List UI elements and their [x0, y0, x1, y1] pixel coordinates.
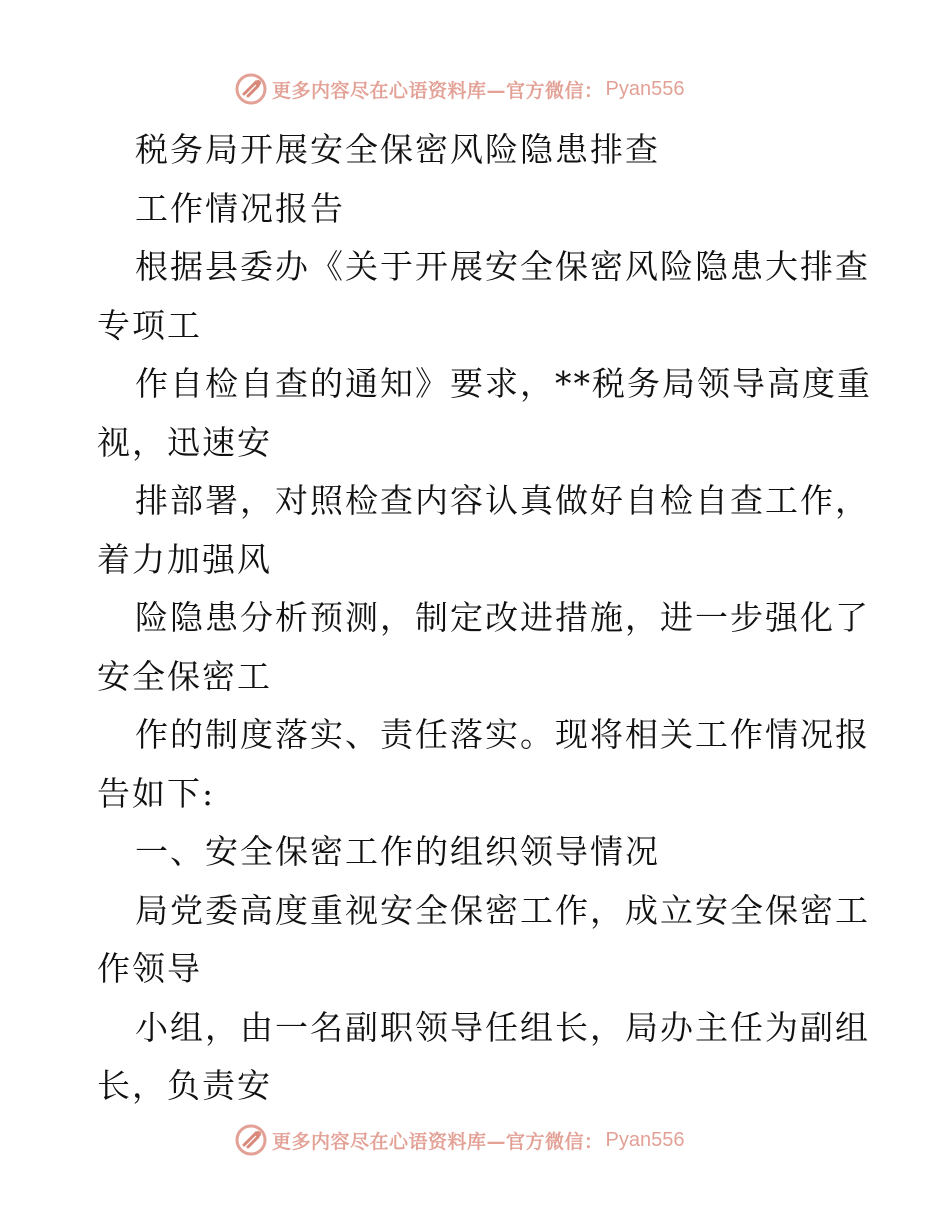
text-line: 作自检自查的通知》要求，**税务局领导高度重 [135, 364, 872, 403]
text-line: 排部署，对照检查内容认真做好自检自查工作， [135, 481, 870, 520]
text-line: 作领导 [97, 949, 202, 988]
text-line: 长，负责安 [97, 1066, 272, 1105]
document-body [97, 121, 872, 1116]
text-line: 安全保密工 [97, 656, 272, 696]
footer-banner [234, 1122, 684, 1158]
text-line: 告如下: [97, 773, 216, 813]
banner-text: 更多内容尽在心语资料库—官方微信： [272, 1130, 604, 1153]
text-line: 视，迅速安 [97, 422, 272, 462]
text-line: 根据县委办《关于开展安全保密风险隐患大排查 [135, 247, 870, 286]
text-line: 作的制度落实、责任落实。现将相关工作情况报 [135, 715, 870, 754]
scroll-logo-icon [234, 72, 268, 106]
text-line: 专项工 [97, 305, 202, 345]
banner-wechat-id: Pyan556 [605, 77, 685, 100]
text-line: 一、安全保密工作的组织领导情况 [135, 832, 660, 871]
text-line: 小组，由一名副职领导任组长，局办主任为副组 [135, 1007, 870, 1047]
scroll-logo-icon [234, 1123, 268, 1157]
header-banner [234, 71, 684, 107]
text-line: 险隐患分析预测，制定改进措施，进一步强化了 [135, 598, 870, 637]
banner-wechat-id: Pyan556 [605, 1128, 685, 1151]
text-line: 工作情况报告 [135, 188, 345, 228]
text-line: 税务局开展安全保密风险隐患排查 [135, 130, 660, 169]
text-line: 着力加强风 [97, 539, 272, 579]
banner-text: 更多内容尽在心语资料库—官方微信： [272, 79, 604, 102]
text-line: 局党委高度重视安全保密工作，成立安全保密工 [135, 890, 870, 930]
